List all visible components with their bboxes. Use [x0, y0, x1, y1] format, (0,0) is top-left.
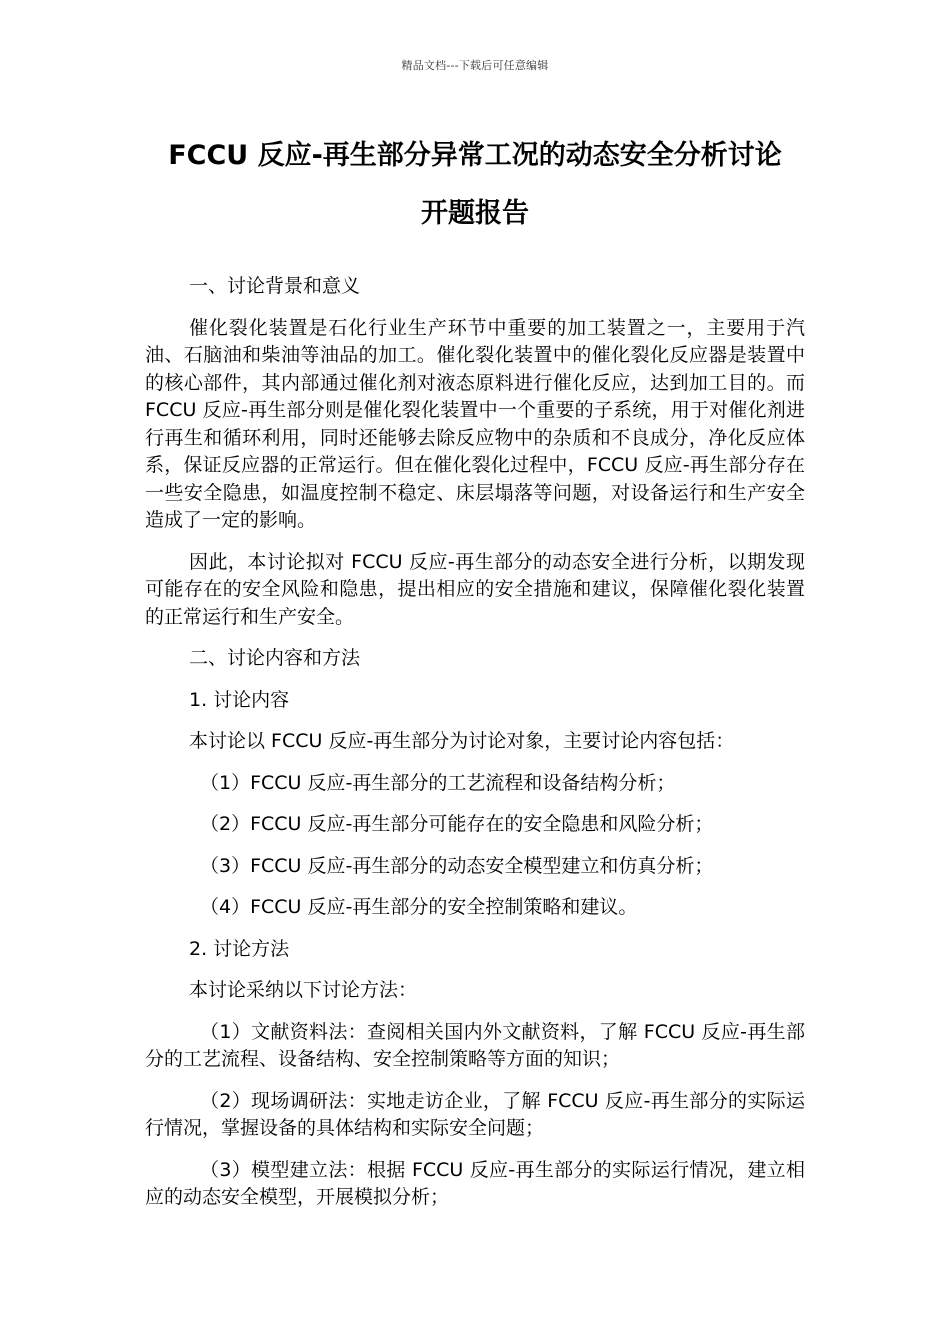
- document-title-line-1: FCCU 反应-再生部分异常工况的动态安全分析讨论: [168, 140, 782, 171]
- document-title-line-2: 开题报告: [421, 198, 529, 229]
- content-item: （1）FCCU 反应-再生部分的工艺流程和设备结构分析；: [200, 771, 676, 794]
- content-item: （3）FCCU 反应-再生部分的动态安全模型建立和仿真分析；: [200, 854, 714, 877]
- method-item: （2）现场调研法：实地走访企业，了解 FCCU 反应-再生部分的实际运行情况，掌握设备的具体结构和实际安全问题；: [145, 1089, 805, 1139]
- section-1-paragraph-2: 因此，本讨论拟对 FCCU 反应-再生部分的动态安全进行分析，以期发现可能存在的安全风险和隐患，提出相应的安全措施和建议，保障催化裂化装置的正常运行和生产安全。: [145, 550, 805, 628]
- section-2-method-intro: 本讨论采纳以下讨论方法：: [189, 979, 418, 1001]
- method-item: （3）模型建立法：根据 FCCU 反应-再生部分的实际运行情况，建立相应的动态安全模型，开展模拟分析；: [145, 1158, 805, 1208]
- section-1-heading: 一、讨论背景和意义: [189, 275, 361, 297]
- content-item: （2）FCCU 反应-再生部分可能存在的安全隐患和风险分析；: [200, 813, 714, 835]
- section-2-subheading-method: 2. 讨论方法: [189, 937, 290, 960]
- section-2-subheading-content: 1. 讨论内容: [189, 688, 290, 711]
- content-item: （4）FCCU 反应-再生部分的安全控制策略和建议。: [200, 896, 638, 918]
- header-note: 精品文档---下载后可任意编辑: [401, 59, 549, 72]
- section-1-paragraph-1: 催化裂化装置是石化行业生产环节中重要的加工装置之一，主要用于汽油、石脑油和柴油等油品的加工。催化裂化装置中的催化裂化反应器是装置中的核心部件，其内部通过催化剂对液态原料进行催化反应，达到加工目的。而 FCCU 反应-再生部分则是催化裂化装置中一个重要的子系统，用于对催化剂进行再生和循环利用，同时还能够去除反应物中的杂质和不良成分，净化反应体系，保证反应器的正常运行。但在催化裂化过程中，FCCU 反应-再生部分存在一些安全隐患，如温度控制不稳定、床层塌落等问题，对设备运行和生产安全造成了一定的影响。: [145, 316, 805, 531]
- section-2-content-intro: 本讨论以 FCCU 反应-再生部分为讨论对象，主要讨论内容包括：: [189, 730, 735, 752]
- document-body: [145, 270, 805, 1212]
- section-2-heading: 二、讨论内容和方法: [189, 647, 361, 669]
- method-item: （1）文献资料法：查阅相关国内外文献资料，了解 FCCU 反应-再生部分的工艺流程、设备结构、安全控制策略等方面的知识；: [145, 1020, 805, 1070]
